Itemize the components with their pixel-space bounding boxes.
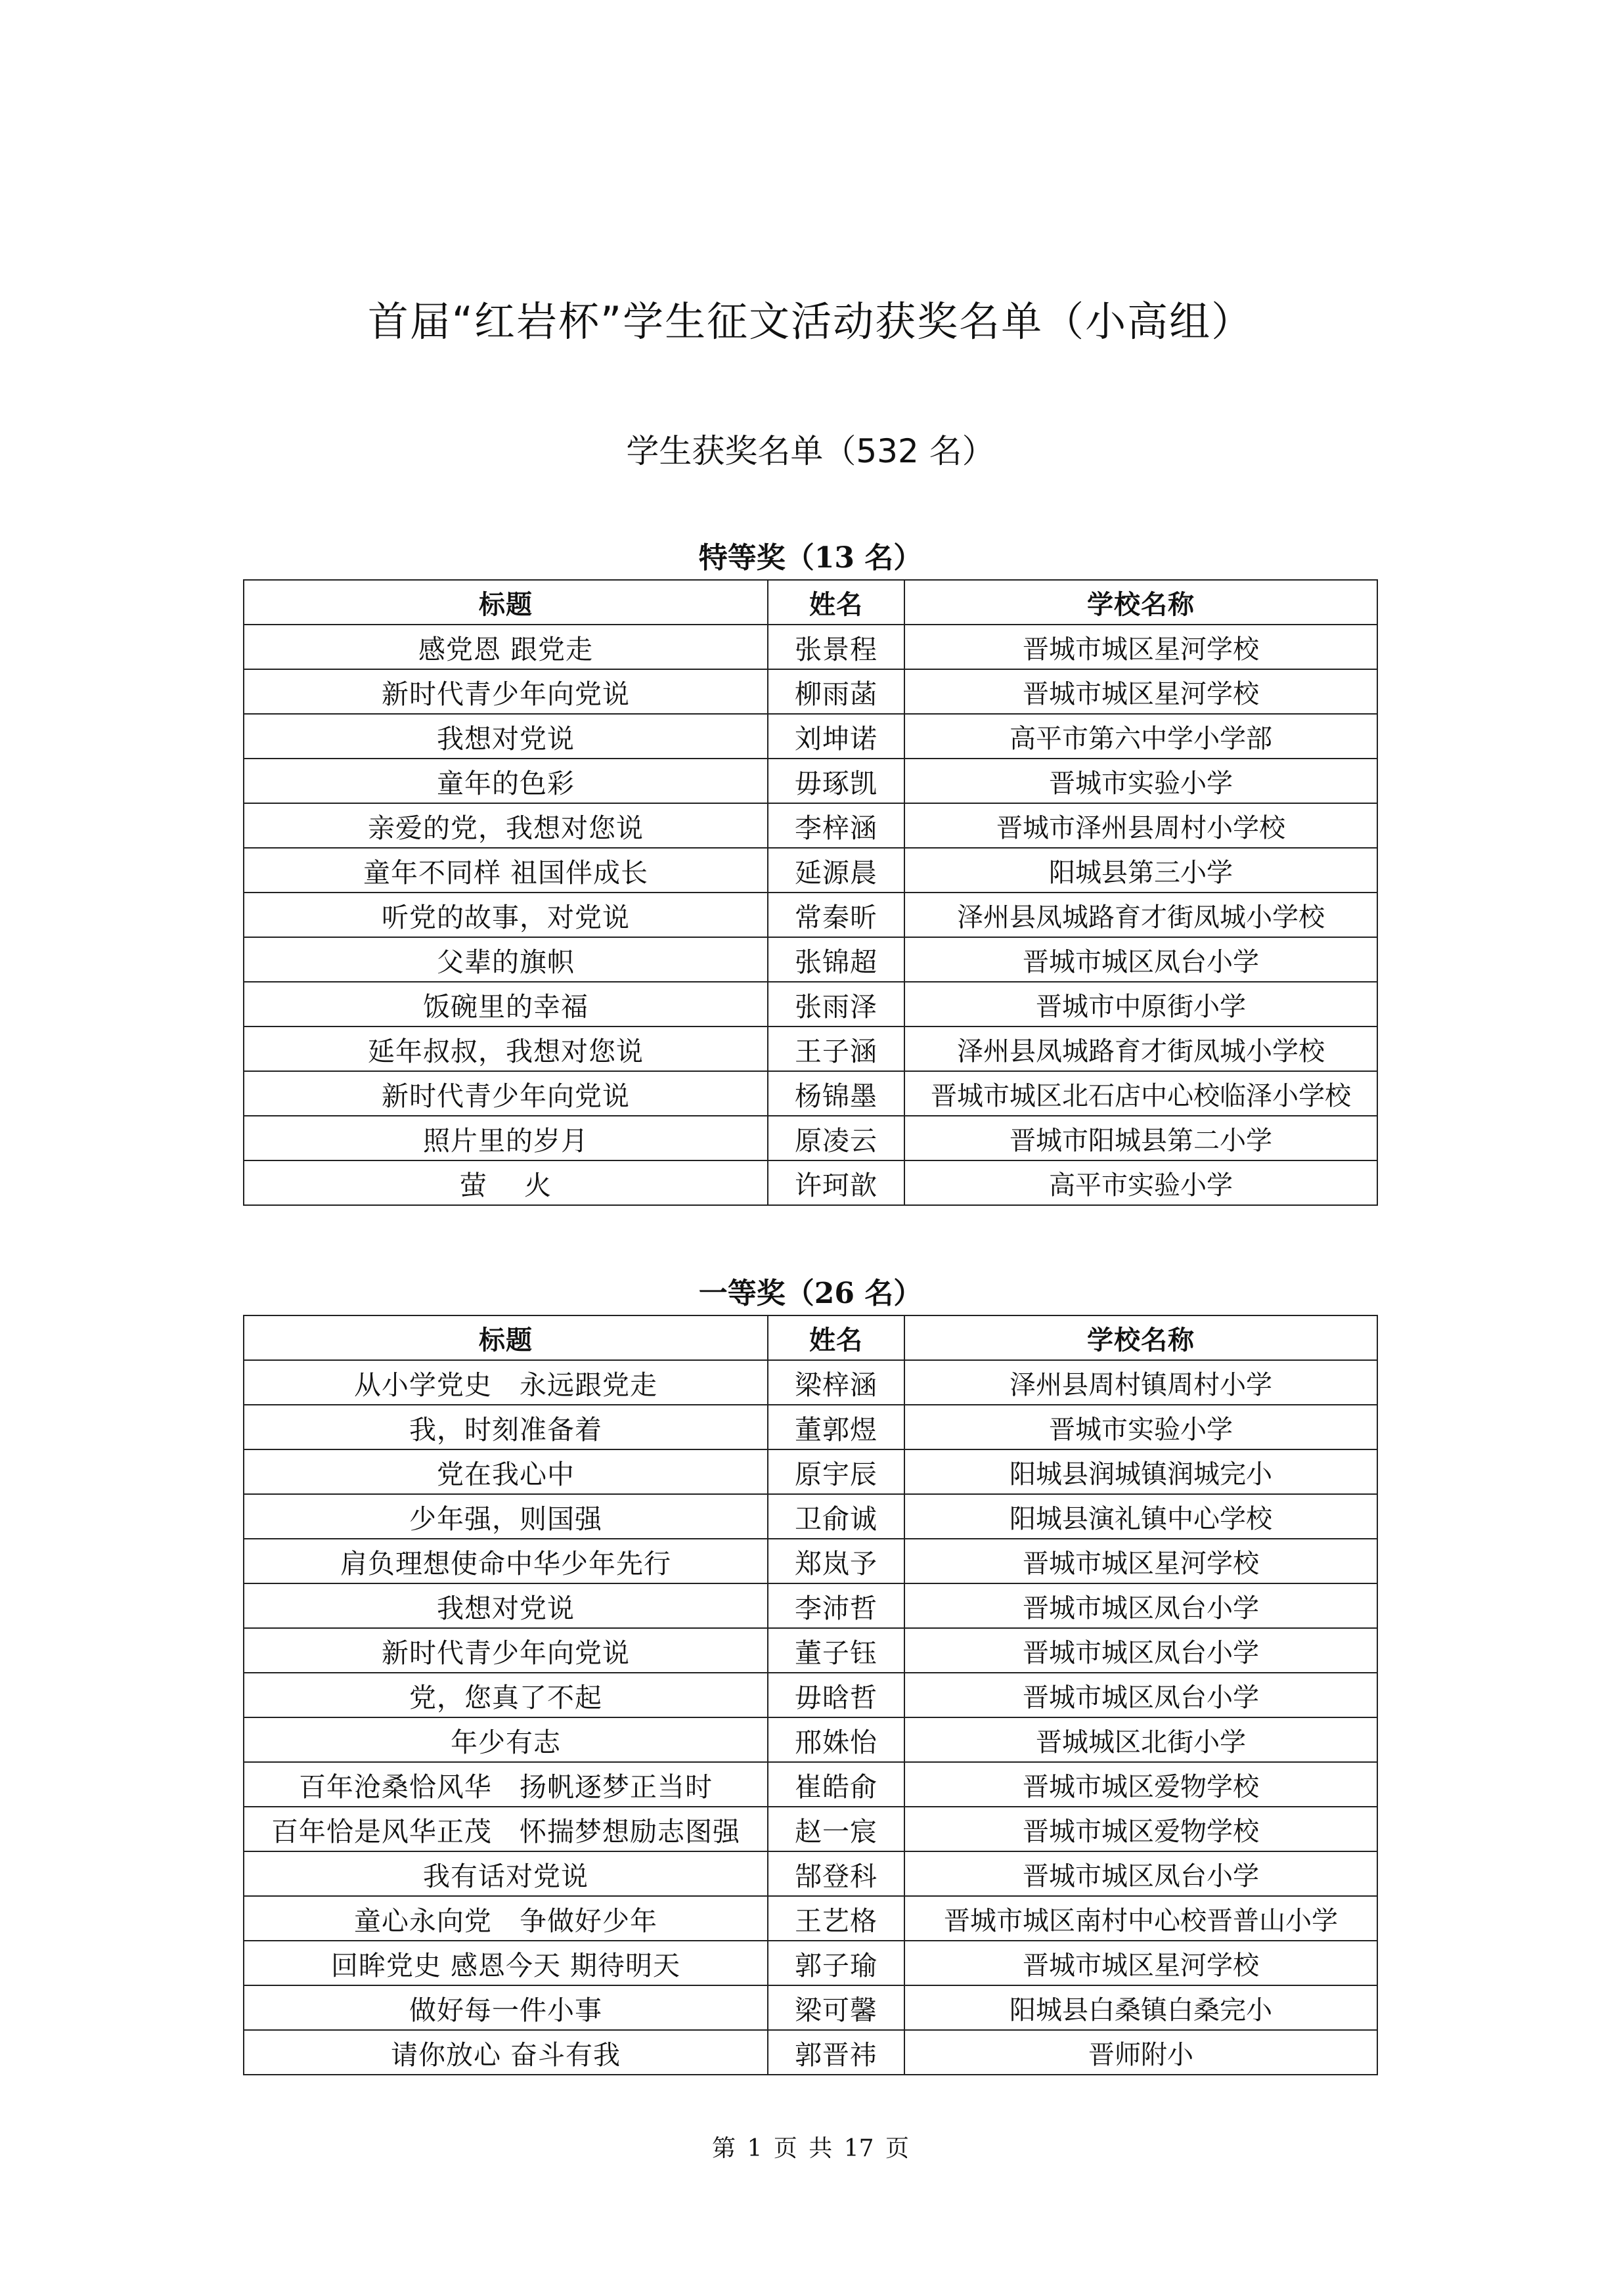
student-name-cell: 赵一宸 [768,1807,904,1851]
school-name-cell: 晋城市城区北石店中心校临泽小学校 [904,1071,1377,1116]
school-name-cell: 晋城市城区爱物学校 [904,1807,1377,1851]
school-name-cell: 晋城市实验小学 [904,759,1377,803]
award-title-cell: 照片里的岁月 [244,1116,768,1160]
student-name-cell: 郜登科 [768,1851,904,1896]
student-name-cell: 王艺格 [768,1896,904,1941]
school-name-cell: 晋城市城区凤台小学 [904,1583,1377,1628]
school-name-cell: 晋城市城区爱物学校 [904,1762,1377,1807]
table-row [244,1494,1377,1539]
school-name-cell: 阳城县第三小学 [904,848,1377,893]
student-name-cell: 崔皓俞 [768,1762,904,1807]
table-row [244,1717,1377,1762]
award-title-cell: 父辈的旗帜 [244,937,768,982]
award-title-cell: 肩负理想使命中华少年先行 [244,1539,768,1583]
table-row [244,714,1377,759]
award-title-cell: 亲爱的党，我想对您说 [244,803,768,848]
award-title-cell: 党在我心中 [244,1449,768,1494]
school-name-cell: 晋城市实验小学 [904,1405,1377,1449]
school-name-cell: 晋城市城区凤台小学 [904,937,1377,982]
student-name-cell: 毋晗哲 [768,1673,904,1717]
school-name-cell: 晋城市城区星河学校 [904,625,1377,669]
table-header-row [244,1315,1377,1360]
table-row [244,803,1377,848]
school-name-cell: 晋城市泽州县周村小学校 [904,803,1377,848]
student-name-cell: 杨锦墨 [768,1071,904,1116]
school-name-cell: 晋师附小 [904,2030,1377,2075]
column-header-title: 标题 [244,580,768,625]
student-name-cell: 常秦昕 [768,893,904,937]
school-name-cell: 晋城市中原街小学 [904,982,1377,1027]
table-row [244,1583,1377,1628]
table-row [244,1941,1377,1985]
award-title-cell: 新时代青少年向党说 [244,1071,768,1116]
table-row [244,1896,1377,1941]
section-heading-special-prize: 特等奖（13 名） [698,541,923,575]
special-prize-table [243,579,1378,1206]
table-row [244,1360,1377,1405]
table-row [244,1628,1377,1673]
student-name-cell: 郭晋祎 [768,2030,904,2075]
student-name-cell: 王子涵 [768,1027,904,1071]
table-row [244,1762,1377,1807]
award-title-cell: 新时代青少年向党说 [244,669,768,714]
document-subtitle: 学生获奖名单（532 名） [626,432,995,470]
table-row [244,669,1377,714]
school-name-cell: 晋城市城区星河学校 [904,669,1377,714]
table-row [244,1449,1377,1494]
student-name-cell: 原宇辰 [768,1449,904,1494]
table-row [244,1405,1377,1449]
student-name-cell: 柳雨菡 [768,669,904,714]
award-title-cell: 童年的色彩 [244,759,768,803]
award-title-cell: 感党恩 跟党走 [244,625,768,669]
page-number-footer: 第 1 页 共 17 页 [712,2135,909,2162]
award-title-cell: 年少有志 [244,1717,768,1762]
student-name-cell: 卫俞诚 [768,1494,904,1539]
student-name-cell: 许珂歆 [768,1160,904,1205]
column-header-school: 学校名称 [904,1315,1377,1360]
student-name-cell: 延源晨 [768,848,904,893]
first-prize-rows [244,1360,1377,2075]
school-name-cell: 晋城市阳城县第二小学 [904,1116,1377,1160]
award-title-cell: 做好每一件小事 [244,1985,768,2030]
student-name-cell: 梁可馨 [768,1985,904,2030]
table-row [244,1539,1377,1583]
award-title-cell: 百年沧桑恰风华 扬帆逐梦正当时 [244,1762,768,1807]
school-name-cell: 晋城市城区星河学校 [904,1539,1377,1583]
award-title-cell: 延年叔叔，我想对您说 [244,1027,768,1071]
school-name-cell: 阳城县白桑镇白桑完小 [904,1985,1377,2030]
document-title: 首届“红岩杯”学生征文活动获奖名单（小高组） [367,298,1254,345]
student-name-cell: 郑岚予 [768,1539,904,1583]
award-title-cell: 我，时刻准备着 [244,1405,768,1449]
student-name-cell: 李梓涵 [768,803,904,848]
table-row [244,2030,1377,2075]
school-name-cell: 晋城市城区凤台小学 [904,1851,1377,1896]
student-name-cell: 原凌云 [768,1116,904,1160]
award-title-cell: 饭碗里的幸福 [244,982,768,1027]
table-row [244,625,1377,669]
school-name-cell: 晋城市城区星河学校 [904,1941,1377,1985]
column-header-name: 姓名 [768,1315,904,1360]
student-name-cell: 梁梓涵 [768,1360,904,1405]
school-name-cell: 高平市实验小学 [904,1160,1377,1205]
table-row [244,1027,1377,1071]
award-title-cell: 我想对党说 [244,1583,768,1628]
table-row [244,1071,1377,1116]
award-title-cell: 党，您真了不起 [244,1673,768,1717]
student-name-cell: 张锦超 [768,937,904,982]
school-name-cell: 晋城城区北街小学 [904,1717,1377,1762]
table-row [244,893,1377,937]
student-name-cell: 张雨泽 [768,982,904,1027]
table-row [244,1851,1377,1896]
table-row [244,848,1377,893]
section-heading-first-prize: 一等奖（26 名） [698,1277,923,1310]
table-row [244,1807,1377,1851]
award-title-cell: 从小学党史 永远跟党走 [244,1360,768,1405]
award-title-cell: 少年强，则国强 [244,1494,768,1539]
award-title-cell: 回眸党史 感恩今天 期待明天 [244,1941,768,1985]
student-name-cell: 毋琢凯 [768,759,904,803]
student-name-cell: 李沛哲 [768,1583,904,1628]
award-title-cell: 新时代青少年向党说 [244,1628,768,1673]
student-name-cell: 董郭煜 [768,1405,904,1449]
table-row [244,1160,1377,1205]
student-name-cell: 刘坤诺 [768,714,904,759]
school-name-cell: 阳城县润城镇润城完小 [904,1449,1377,1494]
award-title-cell: 萤 火 [244,1160,768,1205]
column-header-school: 学校名称 [904,580,1377,625]
table-row [244,937,1377,982]
award-title-cell: 我想对党说 [244,714,768,759]
award-title-cell: 我有话对党说 [244,1851,768,1896]
student-name-cell: 董子钰 [768,1628,904,1673]
award-title-cell: 听党的故事，对党说 [244,893,768,937]
school-name-cell: 泽州县凤城路育才街凤城小学校 [904,893,1377,937]
table-row [244,982,1377,1027]
first-prize-table [243,1315,1378,2075]
award-title-cell: 童心永向党 争做好少年 [244,1896,768,1941]
award-title-cell: 百年恰是风华正茂 怀揣梦想励志图强 [244,1807,768,1851]
school-name-cell: 阳城县演礼镇中心学校 [904,1494,1377,1539]
table-row [244,1985,1377,2030]
table-row [244,1116,1377,1160]
school-name-cell: 泽州县周村镇周村小学 [904,1360,1377,1405]
special-prize-rows [244,625,1377,1205]
student-name-cell: 郭子瑜 [768,1941,904,1985]
column-header-title: 标题 [244,1315,768,1360]
column-header-name: 姓名 [768,580,904,625]
school-name-cell: 晋城市城区凤台小学 [904,1628,1377,1673]
table-row [244,1673,1377,1717]
school-name-cell: 晋城市城区凤台小学 [904,1673,1377,1717]
table-header-row [244,580,1377,625]
student-name-cell: 张景程 [768,625,904,669]
school-name-cell: 泽州县凤城路育才街凤城小学校 [904,1027,1377,1071]
student-name-cell: 邢姝怡 [768,1717,904,1762]
table-row [244,759,1377,803]
school-name-cell: 晋城市城区南村中心校晋普山小学 [904,1896,1377,1941]
award-title-cell: 童年不同样 祖国伴成长 [244,848,768,893]
school-name-cell: 高平市第六中学小学部 [904,714,1377,759]
award-title-cell: 请你放心 奋斗有我 [244,2030,768,2075]
